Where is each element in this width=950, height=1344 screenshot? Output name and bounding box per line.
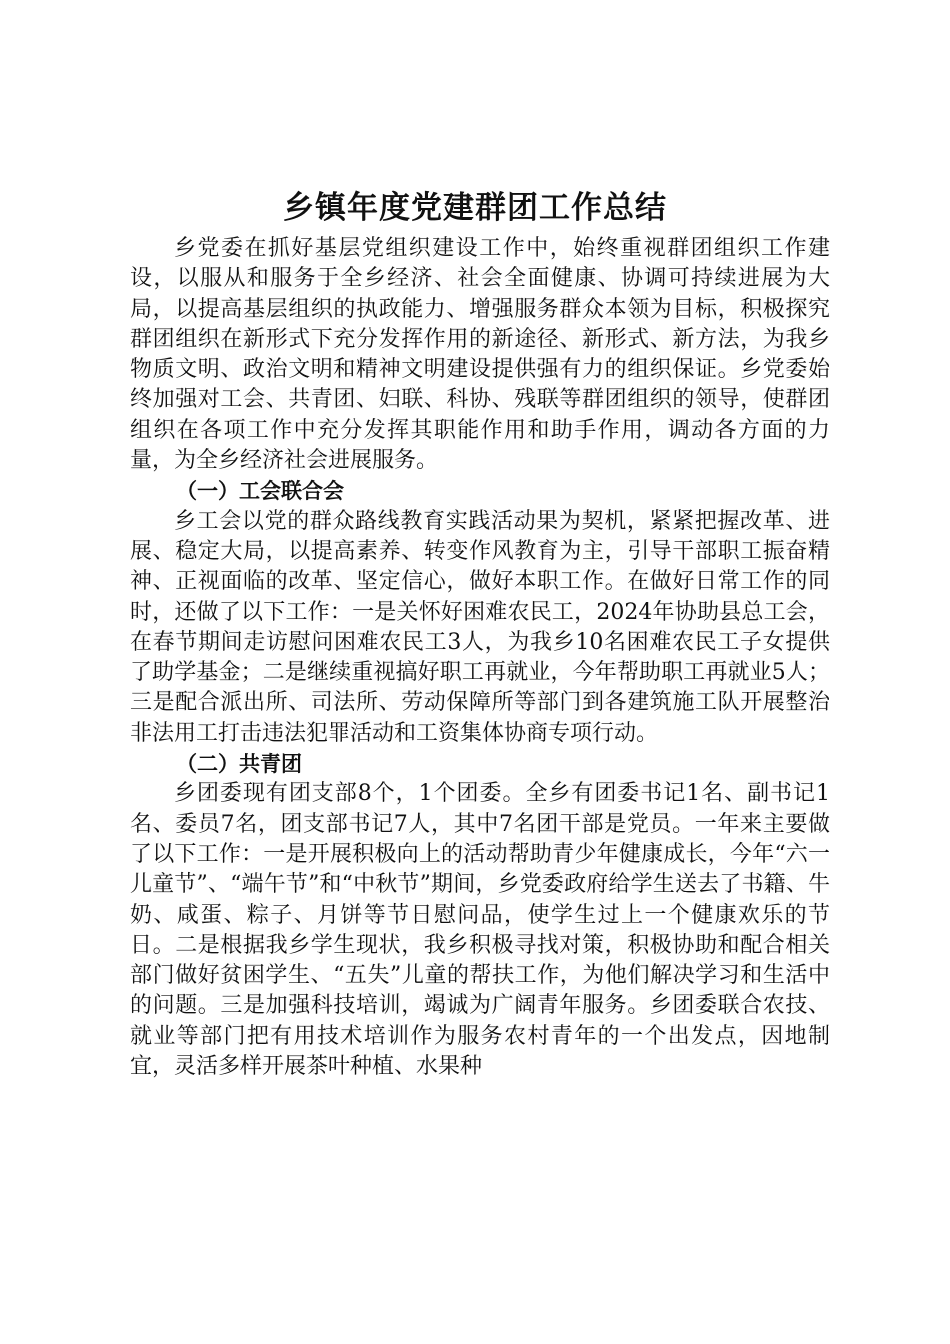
document-body: [130, 234, 830, 1082]
section-heading-trade-union: （一）工会联合会: [176, 479, 344, 504]
section-heading-youth-league: （二）共青团: [176, 752, 302, 777]
section-paragraph-trade-union: 乡工会以党的群众路线教育实践活动果为契机，紧紧把握改革、进展、稳定大局，以提高素养、转变作风教育为主，引导干部职工振奋精神、正视面临的改革、坚定信心，做好本职工作。在做好日常工作的同时，还做了以下工作：一是关怀好困难农民工，2024年协助县总工会，在春节期间走访慰问困难农民工3人，为我乡10名困难农民工子女提供了助学基金；二是继续重视搞好职工再就业，今年帮助职工再就业5人；三是配合派出所、司法所、劳动保障所等部门到各建筑施工队开展整治非法用工打击违法犯罪活动和工资集体协商专项行动。: [130, 508, 830, 746]
intro-paragraph: 乡党委在抓好基层党组织建设工作中，始终重视群团组织工作建设，以服从和服务于全乡经济、社会全面健康、协调可持续进展为大局，以提高基层组织的执政能力、增强服务群众本领为目标，积极探究群团组织在新形式下充分发挥作用的新途径、新形式、新方法，为我乡物质文明、政治文明和精神文明建设提供强有力的组织保证。乡党委始终加强对工会、共青团、妇联、科协、残联等群团组织的领导，使群团组织在各项工作中充分发挥其职能作用和助手作用，调动各方面的力量，为全乡经济社会进展服务。: [130, 236, 830, 474]
document-title: 乡镇年度党建群团工作总结: [283, 190, 667, 226]
section-paragraph-youth-league: 乡团委现有团支部8个，1个团委。全乡有团委书记1名、副书记1名、委员7名，团支部书记7人，其中7名团干部是党员。一年来主要做了以下工作：一是开展积极向上的活动帮助青少年健康成长，今年“六一儿童节”、“端午节”和“中秋节”期间，乡党委政府给学生送去了书籍、牛奶、咸蛋、粽子、月饼等节日慰问品，使学生过上一个健康欢乐的节日。二是根据我乡学生现状，我乡积极寻找对策，积极协助和配合相关部门做好贫困学生、“五失”儿童的帮扶工作，为他们解决学习和生活中的问题。三是加强科技培训，竭诚为广阔青年服务。乡团委联合农技、就业等部门把有用技术培训作为服务农村青年的一个出发点，因地制宜，灵活多样开展茶叶种植、水果种: [130, 781, 830, 1080]
